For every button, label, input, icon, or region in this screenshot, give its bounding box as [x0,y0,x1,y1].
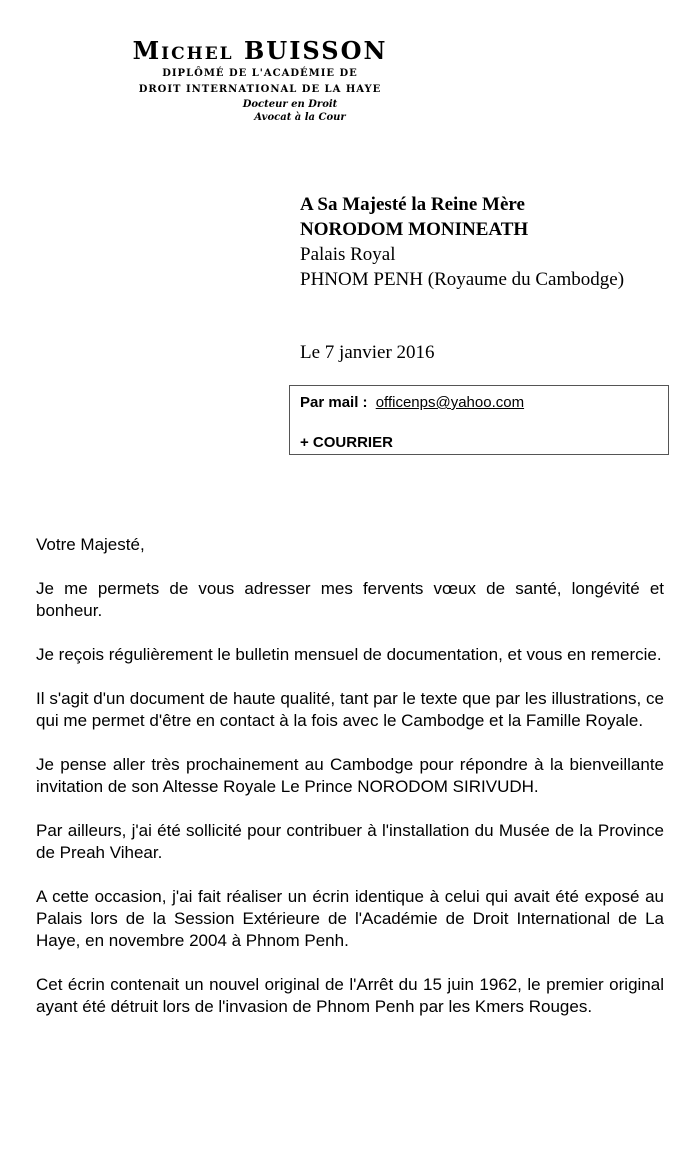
letter-date: Le 7 janvier 2016 [300,342,435,363]
recipient-title: A Sa Majesté la Reine Mère [300,194,525,215]
delivery-method-box [289,385,669,455]
paragraph-bulletin: Je reçois régulièrement le bulletin mensuel de documentation, et vous en remercie. [36,645,662,664]
letterhead [60,36,460,124]
email-link[interactable]: officenps@yahoo.com [375,394,525,411]
salutation: Votre Majesté, [36,535,145,554]
paragraph-visit: Je pense aller très prochainement au Cambodge pour répondre à la bienveillante invitation de son Altesse Royale Le Prince NORODOM SIRIVUDH. [36,755,664,796]
letterhead-title-lawyer: Avocat à la Cour [254,112,346,123]
recipient-address-line2: PHNOM PENH (Royaume du Cambodge) [300,269,625,290]
paragraph-museum: Par ailleurs, j'ai été sollicité pour contribuer à l'installation du Musée de la Province de Preah Vihear. [36,821,664,862]
letterhead-first-name: Michel [132,36,234,65]
letterhead-title-doctor: Docteur en Droit [242,99,338,110]
mail-row [300,394,524,411]
letterhead-name [60,36,460,66]
recipient-block [300,192,624,292]
recipient-address-line1: Palais Royal [300,244,396,265]
letterhead-diploma-line: DIPLÔMÉ DE L'ACADÉMIE DE [162,68,358,79]
courier-label: + COURRIER [300,434,393,451]
paragraph-quality: Il s'agit d'un document de haute qualité, tant par le texte que par les illustrations, ce qui me permet d'être en contact à la fois avec le Cambodge et la Famille Royale. [36,689,664,730]
letterhead-academy-line: DROIT INTERNATIONAL DE LA HAYE [138,84,382,95]
paragraph-original: Cet écrin contenait un nouvel original de l'Arrêt du 15 juin 1962, le premier original ayant été détruit lors de l'invasion de Phnom Penh par les Kmers Rouges. [36,975,664,1016]
paragraph-case: A cette occasion, j'ai fait réaliser un écrin identique à celui qui avait été exposé au Palais lors de la Session Extérieure de l'Académie de Droit International de La Haye, en novembre 2004 à Phnom Penh. [36,887,664,950]
mail-label: Par mail : [300,394,368,411]
letterhead-last-name: BUISSON [243,36,388,65]
recipient-name: NORODOM MONINEATH [300,219,529,240]
paragraph-wishes: Je me permets de vous adresser mes fervents vœux de santé, longévité et bonheur. [36,579,664,620]
letter-body [36,534,664,1040]
